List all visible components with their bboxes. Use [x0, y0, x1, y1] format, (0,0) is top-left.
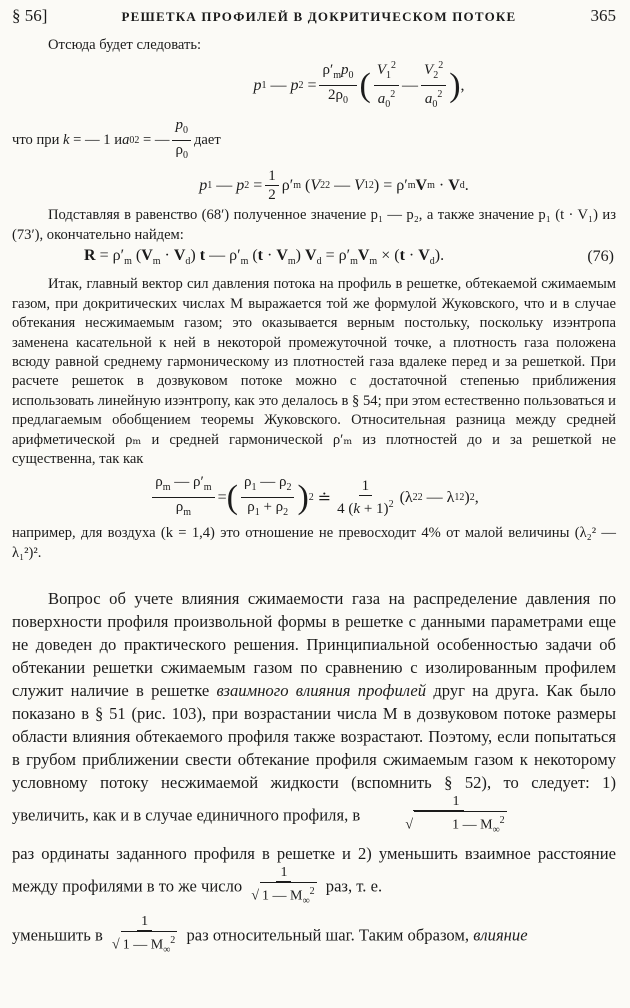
equation-number: (76): [587, 248, 614, 266]
paragraph-6-cont-2: уменьшить в $\frac{1}{√ 1 — M_\infty^2}$ раз относительный шаг. Таким образом, влияние: [12, 914, 616, 959]
equation-pressure-diff: p 1 — p 2 = $\frac{\rho'_mp_0}{2\rho_0}$ ( $\frac{V_1^2}{a_0^2}$ — $\frac{V_2^2}{a_0^2}$ ) ,: [102, 57, 616, 114]
paragraph-5: например, для воздуха (k = 1,4) это отношение не превосходит 4% от малой величины (λ₂² — λ₁²)².: [12, 525, 616, 561]
page-header: [12, 6, 616, 36]
equation-density-ratio: $\frac{\rho_m — \rho'_m}{\rho_m}$ = ( $\frac{\rho_1 — \rho_2}{\rho_1 + \rho_2}$ ) 2 ≐ $\frac{1}{4 (k + 1)^2}$ (λ 2 2 — λ 1 2 ) 2 ,: [12, 473, 616, 522]
equation-pressure-result: p 1 — p 2 = $\frac{1}{2}$ ρ′ m ( V 2 2 — V 1 2 ) = ρ′ m V m · V d .: [199, 168, 469, 204]
paragraph-4: Итак, главный вектор сил давления потока на профиль в решетке, обтекаемой сжимаемым газом, при докритических числах М выражается той же формулой Жуковского, что и в случае обтекания несжимаемым газом; это оказывается верным постольку, поскольку изэнтропа заменена касательной к ней в некоторой промежуточной точке, а плотность газа положена всюду равной среднему гармоническому из плотностей газа вдалеке перед и за решеткой. При расчете решеток в дозвуковом потоке можно с достаточной степенью приближения использовать линейную изэнтропу, как это делалось в § 54; при этом естественно пользоваться и предлагаемым обобщением теоремы Жуковского. Относительная разница между средней арифметической ρₘ и средней гармонической ρ′ₘ из плотностей до и за решеткой не существенна, так как: [12, 276, 616, 468]
section-number: § 56]: [12, 6, 48, 25]
page-number: 365: [590, 6, 616, 25]
paragraph-6-cont-1: раз ординаты заданного профиля в решетке и 2) уменьшить взаимное расстояние между профилями в то же число $\frac{1}{√ 1 — M_\infty^2}$ раз, т. е.: [12, 842, 616, 910]
paragraph-6: Вопрос об учете влияния сжимаемости газа на распределение давления по поверхности профиля произвольной формы в решетке с данными параметрами еще не доведен до практического решения. Принципиальной особенностью задачи об обтекании решетки сжимаемым газом по сравнению с изолированным профилем служит наличие в решетке взаимного влияния профилей друг на друга. Как было показано в § 51 (рис. 103), при возрастании числа М в дозвуковом потоке размеры области влияния обтекаемого профиля также возрастают. Поэтому, если попытаться в грубом приближении свести обтекание профиля сжимаемым газом к некоторому условному потоку несжимаемой жидкости (вспомнить § 52), то следует: 1) увеличить, как и в случае единичного профиля, в $\frac{1}{√ 1 — M_\infty^2}$: [12, 587, 616, 839]
running-title: РЕШЕТКА ПРОФИЛЕЙ В ДОКРИТИЧЕСКОМ ПОТОКЕ: [121, 9, 517, 24]
equation-76: $R = \rho'_m$ $(V_m \cdot V_d)$ t — $\rho'_m$ $(t \cdot V_m)$ $V_d = \rho'_mV_m \times (t \cdot V_d)$. (76): [84, 247, 614, 268]
paragraph-2: что при k = — 1 и a 0 2 = — $\frac{p_0}{\rho_0}$ дает: [12, 117, 221, 162]
paragraph-1: Отсюда будет следовать:: [48, 37, 202, 53]
paragraph-3: Подставляя в равенство (68′) полученное значение p₁ — p₂, а также значение p₁ (t · V₁) из (73′), окончательно найдем:: [12, 207, 616, 243]
